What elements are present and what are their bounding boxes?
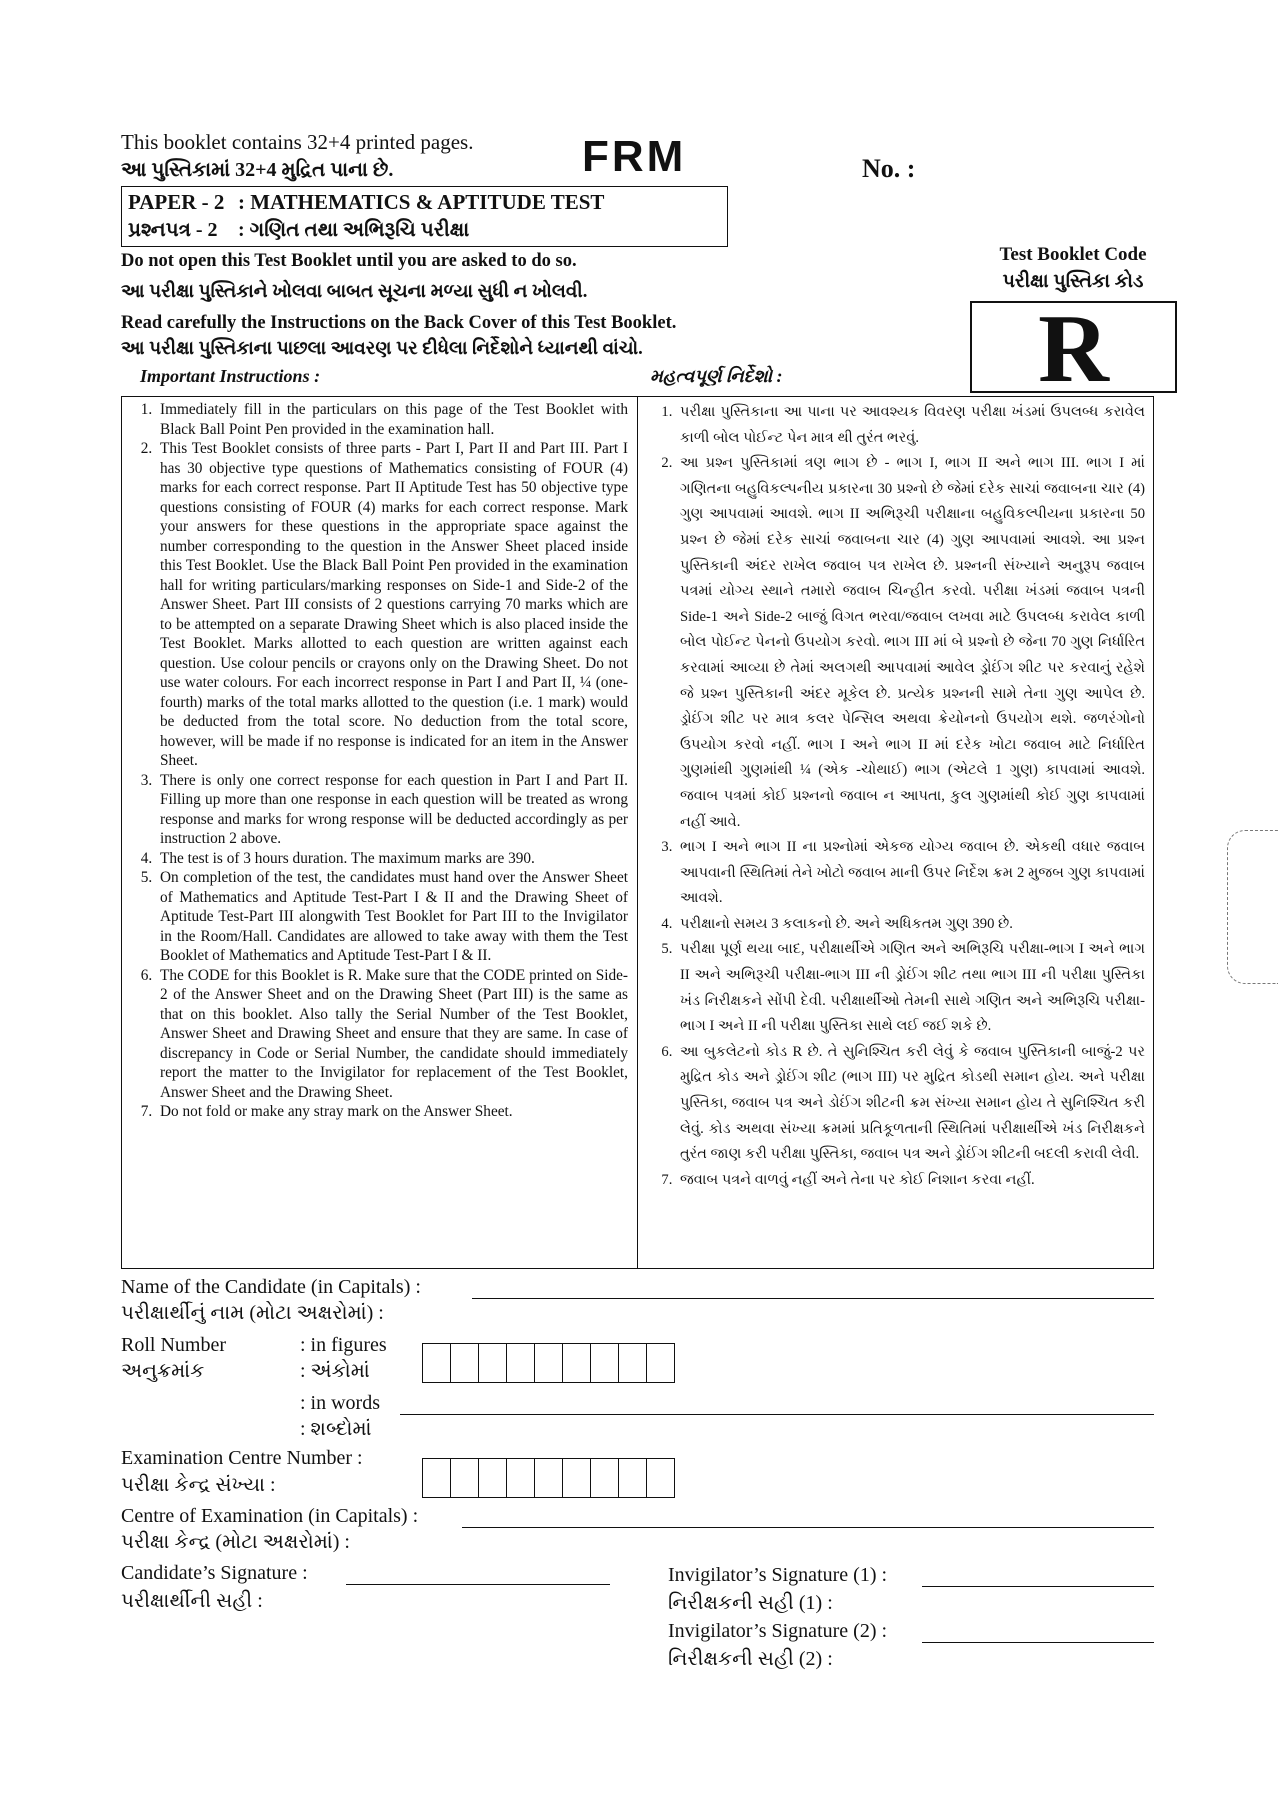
invigilator2-label-gu: નિરીક્ષકની સહી (2) : bbox=[668, 1648, 833, 1670]
booklet-code-letter: R bbox=[970, 301, 1177, 393]
digit-box[interactable] bbox=[647, 1344, 674, 1382]
column-divider bbox=[637, 397, 638, 1268]
paper-label-gu: પ્રશ્નપત્ર - 2 bbox=[128, 219, 218, 241]
name-label-gu: પરીક્ષાર્થીનું નામ (મોટા અક્ષરોમાં) : bbox=[121, 1302, 384, 1324]
digit-box[interactable] bbox=[619, 1459, 647, 1497]
candidate-signature-label-en: Candidate’s Signature : bbox=[121, 1562, 308, 1584]
invigilator1-signature-field[interactable] bbox=[922, 1586, 1154, 1587]
digit-box[interactable] bbox=[479, 1344, 507, 1382]
instruction-item: 2. This Test Booklet consists of three parts - Part I, Part II and Part III. Part I has 30 objective type questions of Mathematics consisting of FOUR (4) marks for each correct response. Part II Aptitude Test has 50 objective type questions consisting of FOUR (4) marks for each correct response. Mark your answers for these questions in the appropriate space against the number corresponding to the question in the Answer Sheet placed inside this Test Booklet. Use the Black Ball Point Pen provided in the examination hall for writing particulars/marking responses on Side-1 and Side-2 of the Answer Sheet. Part III consists of 2 questions carrying 70 marks which are to be attempted on a separate Drawing Sheet which is also placed inside the Test Booklet. Marks allotted to each question are written against each question. Use colour pencils or crayons only on the Drawing Sheet. Do not use water colours. For each incorrect response in Part I and Part II, ¼ (one-fourth) marks of the total marks allotted to the question (i.e. 1 mark) would be deducted from the total score. No deduction from the total score, however, will be made if no response is indicated for an item in the Answer Sheet. bbox=[156, 439, 628, 771]
paper-label-en: PAPER - 2 bbox=[128, 190, 225, 214]
name-label-en: Name of the Candidate (in Capitals) : bbox=[121, 1276, 421, 1298]
invigilator1-label-gu: નિરીક્ષકની સહી (1) : bbox=[668, 1592, 833, 1614]
instructions-english bbox=[122, 397, 634, 1268]
pages-en: This booklet contains 32+4 printed pages. bbox=[121, 130, 474, 154]
figures-label-gu: : અંકોમાં bbox=[300, 1360, 370, 1382]
centre-field[interactable] bbox=[462, 1527, 1154, 1528]
centre-number-label-en: Examination Centre Number : bbox=[121, 1447, 363, 1469]
instruction-item: 7. Do not fold or make any stray mark on the Answer Sheet. bbox=[156, 1102, 628, 1122]
booklet-number-label: No. : bbox=[862, 154, 916, 183]
centre-number-boxes[interactable] bbox=[422, 1458, 675, 1498]
instructions-list-gu bbox=[644, 400, 1145, 1193]
candidate-signature-label-gu: પરીક્ષાર્થીની સહી : bbox=[121, 1590, 263, 1612]
digit-box[interactable] bbox=[535, 1459, 563, 1497]
digit-box[interactable] bbox=[451, 1344, 479, 1382]
invigilator1-label-en: Invigilator’s Signature (1) : bbox=[668, 1564, 888, 1586]
centre-number-label-gu: પરીક્ષા કેન્દ્ર સંખ્યા : bbox=[121, 1474, 276, 1496]
words-label-gu: : શબ્દોમાં bbox=[300, 1418, 372, 1440]
figures-label-en: : in figures bbox=[300, 1334, 387, 1356]
instruction-item: 2. આ પ્રશ્ન પુસ્તિકામાં ત્રણ ભાગ છે - ભાગ I, ભાગ II અને ભાગ III. ભાગ I માં ગણિતના બહુવિકલ્પનીય પ્રકારના 30 પ્રશ્નો છે જેમાં દરેક સાચાં જવાબના ચાર (4) ગુણ આપવામાં આવશે. ભાગ II અભિરૂચી પરીક્ષાના બહુવિકલ્પીયના પ્રકારના 50 પ્રશ્ન છે જેમાં દરેક સાચાં જવાબના ચાર (4) ગુણ આપવામાં આવશે. આ પ્રશ્ન પુસ્તિકાની અંદર રાખેલ જવાબ પત્ર રાખેલ છે. પ્રશ્નની સંખ્યાને અનુરૂપ જવાબ પત્રમાં યોગ્ય સ્થાને તમારો જવાબ ચિન્હીત કરવો. પરીક્ષા ખંડમાં જવાબ પત્રની Side-1 અને Side-2 બાજું વિગત ભરવા/જવાબ લખવા માટે ઉપલબ્ધ કરાવેલ કાળી બોલ પોઈન્ટ પેનનો ઉપયોગ કરવો. ભાગ III માં બે પ્રશ્નો છે જેના 70 ગુણ નિર્ધારિત કરવામાં આવ્યા છે તેમાં અલગથી આપવામાં આવેલ ડ્રોઈંગ શીટ પર કરવાનું રહેશે જે પ્રશ્ન પુસ્તિકાની અંદર મૂકેલ છે. પ્રત્યેક પ્રશ્નની સામે તેના ગુણ આપેલ છે. ડ્રોઈંગ શીટ પર માત્ર કલર પેન્સિલ અથવા ક્રેયોનનો ઉપયોગ થશે. જળરંગોનો ઉપયોગ કરવો નહીં. ભાગ I અને ભાગ II માં દરેક ખોટા જવાબ માટે નિર્ધારિત ગુણમાંથી ગુણમાંથી ¼ (એક -ચોથાઈ) ભાગ (એટલે 1 ગુણ) કાપવામાં આવશે. જવાબ પત્રમાં કોઈ પ્રશ્નનો જવાબ ન આપતા, કુલ ગુણમાંથી કોઈ ગુણ કાપવામાં નહીં આવે. bbox=[676, 451, 1145, 835]
instruction-item: 5. On completion of the test, the candidates must hand over the Answer Sheet of Mathematics and Aptitude Test-Part I & II and the Drawing Sheet of Aptitude Test-Part III alongwith Test Booklet for Part III to the Invigilator in the Room/Hall. Candidates are allowed to take away with them the Test Booklet of Mathematics and Aptitude Test-Part I & II. bbox=[156, 868, 628, 966]
instructions-list-en bbox=[124, 400, 628, 1122]
digit-box[interactable] bbox=[535, 1344, 563, 1382]
instruction-item: 3. There is only one correct response for each question in Part I and Part II. Filling up more than one response in each question will be treated as wrong response and marks for wrong response will be deducted accordingly as per instruction 2 above. bbox=[156, 771, 628, 849]
instruction-item: 5. પરીક્ષા પૂર્ણ થયા બાદ, પરીક્ષાર્થીએ ગણિત અને અભિરૂચિ પરીક્ષા-ભાગ I અને ભાગ II અને અભિરૂચી પરીક્ષા-ભાગ III ની ડ્રોઈંગ શીટ તથા ભાગ III ની પરીક્ષા પુસ્તિકા ખંડ નિરીક્ષકને સોંપી દેવી. પરીક્ષાર્થીઓ તેમની સાથે ગણિત અને અભિરૂચિ પરીક્ષા-ભાગ I અને II ની પરીક્ષા પુસ્તિકા સાથે લઈ જઈ શકે છે. bbox=[676, 937, 1145, 1039]
instruction-item: 4. The test is of 3 hours duration. The maximum marks are 390. bbox=[156, 849, 628, 869]
instruction-item: 3. ભાગ I અને ભાગ II ના પ્રશ્નોમાં એકજ યોગ્ય જવાબ છે. એકથી વધાર જવાબ આપવાની સ્થિતિમાં તેને ખોટો જવાબ માની ઉપર નિર્દેશ ક્રમ 2 મુજબ ગુણ કાપવામાં આવશે. bbox=[676, 835, 1145, 912]
important-instructions-gu: મહત્વપૂર્ણ નિર્દેશો : bbox=[650, 366, 783, 386]
roll-number-boxes[interactable] bbox=[422, 1343, 675, 1383]
digit-box[interactable] bbox=[563, 1344, 591, 1382]
digit-box[interactable] bbox=[507, 1344, 535, 1382]
digit-box[interactable] bbox=[647, 1459, 674, 1497]
centre-label-gu: પરીક્ષા કેન્દ્ર (મોટા અક્ષરોમાં) : bbox=[121, 1531, 350, 1553]
digit-box[interactable] bbox=[591, 1344, 619, 1382]
invigilator2-label-en: Invigilator’s Signature (2) : bbox=[668, 1620, 888, 1642]
booklet-code-label-gu: પરીક્ષા પુસ્તિકા કોડ bbox=[1002, 271, 1144, 292]
digit-box[interactable] bbox=[423, 1344, 451, 1382]
digit-box[interactable] bbox=[507, 1459, 535, 1497]
digit-box[interactable] bbox=[591, 1459, 619, 1497]
paper-title-en: : MATHEMATICS & APTITUDE TEST bbox=[238, 190, 605, 214]
words-label-en: : in words bbox=[300, 1392, 380, 1414]
instruction-item: 7. જવાબ પત્રને વાળવું નહીં અને તેના પર કોઈ નિશાન કરવા નહીં. bbox=[676, 1168, 1145, 1194]
instruction-item: 1. પરીક્ષા પુસ્તિકાના આ પાના પર આવશ્યક વિવરણ પરીક્ષા ખંડમાં ઉપલબ્ધ કરાવેલ કાળી બોલ પોઈન્ટ પેન માત્ર થી તુરંત ભરવું. bbox=[676, 400, 1145, 451]
pages-gu: આ પુસ્તિકામાં 32+4 મુદ્રિત પાના છે. bbox=[121, 159, 394, 181]
warning-read-gu: આ પરીક્ષા પુસ્તિકાના પાછલા આવરણ પર દીધેલા નિર્દેશોને ધ્યાનથી વાંચો. bbox=[121, 339, 643, 359]
instructions-box bbox=[121, 396, 1154, 1269]
important-instructions-en: Important Instructions : bbox=[140, 366, 321, 386]
instruction-item: 4. પરીક્ષાનો સમય 3 કલાકનો છે. અને અધિકતમ ગુણ 390 છે. bbox=[676, 912, 1145, 938]
paper-title-box bbox=[121, 186, 728, 247]
centre-label-en: Centre of Examination (in Capitals) : bbox=[121, 1505, 419, 1527]
booklet-code-label-en: Test Booklet Code bbox=[999, 244, 1147, 265]
warning-open-gu: આ પરીક્ષા પુસ્તિકાને ખોલવા બાબત સૂચના મળ્યા સુધી ન ખોલવી. bbox=[121, 282, 588, 302]
instruction-item: 6. The CODE for this Booklet is R. Make sure that the CODE printed on Side-2 of the Answer Sheet and on the Drawing Sheet (Part III) is the same as that on this booklet. Also tally the Serial Number of the Test Booklet, Answer Sheet and Drawing Sheet and ensure that they are same. In case of discrepancy in Code or Serial Number, the candidate should immediately report the matter to the Invigilator for replacement of the Test Booklet, Answer Sheet and the Drawing Sheet. bbox=[156, 966, 628, 1103]
instructions-gujarati bbox=[640, 397, 1155, 1268]
roll-label-en: Roll Number bbox=[121, 1334, 226, 1356]
warning-open-en: Do not open this Test Booklet until you are asked to do so. bbox=[121, 251, 577, 271]
digit-box[interactable] bbox=[423, 1459, 451, 1497]
candidate-signature-field[interactable] bbox=[346, 1584, 610, 1585]
roll-label-gu: અનુક્રમાંક bbox=[121, 1360, 205, 1382]
paper-title-gu: : ગણિત તથા અભિરૂચિ પરીક્ષા bbox=[238, 219, 470, 241]
dashed-margin-mark bbox=[1227, 830, 1278, 984]
instruction-item: 6. આ બુકલેટનો કોડ R છે. તે સુનિશ્ચિત કરી લેવું કે જવાબ પુસ્તિકાની બાજું-2 પર મુદ્રિત કોડ અને ડ્રોઈંગ શીટ (ભાગ III) પર મુદ્રિત કોડથી સમાન હોય. અને પરીક્ષા પુસ્તિકા, જવાબ પત્ર અને ડોઈંગ શીટની ક્રમ સંખ્યા સમાન હોય તે સુનિશ્ચિત કરી લેવું. કોડ અથવા સંખ્યા ક્રમમાં પ્રતિકૂળતાની સ્થિતિમાં પરીક્ષાર્થીએ ખંડ નિરીક્ષકને તુરંત જાણ કરી પરીક્ષા પુસ્તિકા, જવાબ પત્ર અને ડ્રોઈંગ શીટની બદલી કરાવી લેવી. bbox=[676, 1040, 1145, 1168]
digit-box[interactable] bbox=[619, 1344, 647, 1382]
roll-words-field[interactable] bbox=[400, 1414, 1154, 1415]
warning-read-en: Read carefully the Instructions on the Back Cover of this Test Booklet. bbox=[121, 313, 677, 333]
instruction-item: 1. Immediately fill in the particulars on this page of the Test Booklet with Black Ball Point Pen provided in the examination hall. bbox=[156, 400, 628, 439]
series-code: FRM bbox=[582, 132, 687, 181]
name-field[interactable] bbox=[472, 1298, 1154, 1299]
digit-box[interactable] bbox=[451, 1459, 479, 1497]
digit-box[interactable] bbox=[563, 1459, 591, 1497]
digit-box[interactable] bbox=[479, 1459, 507, 1497]
invigilator2-signature-field[interactable] bbox=[922, 1642, 1154, 1643]
